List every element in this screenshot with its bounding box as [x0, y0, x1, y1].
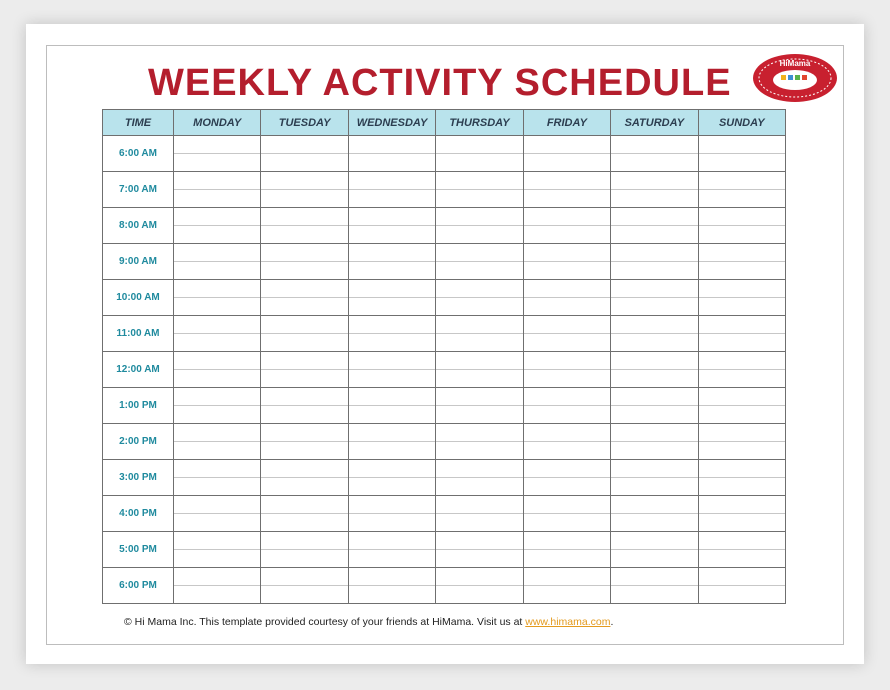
slot-friday[interactable]	[523, 514, 610, 532]
slot-monday[interactable]	[174, 586, 261, 604]
slot-friday[interactable]	[523, 262, 610, 280]
slot-tuesday[interactable]	[261, 226, 348, 244]
slot-friday[interactable]	[523, 406, 610, 424]
schedule-row	[103, 244, 786, 262]
slot-tuesday[interactable]	[261, 298, 348, 316]
column-header-tuesday: TUESDAY	[261, 110, 348, 136]
slot-sunday[interactable]	[698, 424, 785, 442]
slot-saturday[interactable]	[611, 208, 698, 226]
time-label: 6:00 PM	[103, 568, 174, 604]
time-label: 5:00 PM	[103, 532, 174, 568]
slot-saturday[interactable]	[611, 262, 698, 280]
slot-wednesday[interactable]	[348, 208, 435, 226]
time-label: 10:00 AM	[103, 280, 174, 316]
slot-sunday[interactable]	[698, 568, 785, 586]
slot-friday[interactable]	[523, 352, 610, 370]
schedule-row	[103, 424, 786, 442]
slot-sunday[interactable]	[698, 280, 785, 298]
slot-saturday[interactable]	[611, 298, 698, 316]
schedule-row	[103, 586, 786, 604]
slot-monday[interactable]	[174, 190, 261, 208]
slot-tuesday[interactable]	[261, 532, 348, 550]
slot-saturday[interactable]	[611, 172, 698, 190]
schedule-row	[103, 208, 786, 226]
schedule-row	[103, 262, 786, 280]
slot-sunday[interactable]	[698, 514, 785, 532]
slot-wednesday[interactable]	[348, 262, 435, 280]
slot-tuesday[interactable]	[261, 388, 348, 406]
slot-thursday[interactable]	[436, 172, 523, 190]
slot-friday[interactable]	[523, 424, 610, 442]
slot-thursday[interactable]	[436, 244, 523, 262]
schedule-row	[103, 298, 786, 316]
slot-saturday[interactable]	[611, 190, 698, 208]
slot-wednesday[interactable]	[348, 334, 435, 352]
slot-friday[interactable]	[523, 280, 610, 298]
slot-sunday[interactable]	[698, 532, 785, 550]
column-header-friday: FRIDAY	[523, 110, 610, 136]
slot-thursday[interactable]	[436, 424, 523, 442]
column-header-time: TIME	[103, 110, 174, 136]
slot-sunday[interactable]	[698, 208, 785, 226]
slot-monday[interactable]	[174, 532, 261, 550]
slot-monday[interactable]	[174, 550, 261, 568]
slot-sunday[interactable]	[698, 154, 785, 172]
slot-thursday[interactable]	[436, 262, 523, 280]
slot-wednesday[interactable]	[348, 532, 435, 550]
slot-friday[interactable]	[523, 316, 610, 334]
time-label: 6:00 AM	[103, 136, 174, 172]
slot-tuesday[interactable]	[261, 280, 348, 298]
schedule-row	[103, 154, 786, 172]
slot-sunday[interactable]	[698, 226, 785, 244]
slot-thursday[interactable]	[436, 352, 523, 370]
column-header-saturday: SATURDAY	[611, 110, 698, 136]
slot-sunday[interactable]	[698, 298, 785, 316]
slot-friday[interactable]	[523, 586, 610, 604]
slot-friday[interactable]	[523, 550, 610, 568]
slot-saturday[interactable]	[611, 496, 698, 514]
schedule-row	[103, 388, 786, 406]
slot-saturday[interactable]	[611, 550, 698, 568]
time-label: 1:00 PM	[103, 388, 174, 424]
slot-saturday[interactable]	[611, 388, 698, 406]
slot-wednesday[interactable]	[348, 406, 435, 424]
slot-saturday[interactable]	[611, 532, 698, 550]
slot-thursday[interactable]	[436, 316, 523, 334]
slot-friday[interactable]	[523, 226, 610, 244]
slot-sunday[interactable]	[698, 550, 785, 568]
slot-monday[interactable]	[174, 514, 261, 532]
slot-wednesday[interactable]	[348, 370, 435, 388]
slot-friday[interactable]	[523, 154, 610, 172]
slot-saturday[interactable]	[611, 226, 698, 244]
slot-wednesday[interactable]	[348, 514, 435, 532]
slot-tuesday[interactable]	[261, 208, 348, 226]
schedule-row	[103, 190, 786, 208]
slot-tuesday[interactable]	[261, 568, 348, 586]
slot-sunday[interactable]	[698, 244, 785, 262]
slot-tuesday[interactable]	[261, 370, 348, 388]
schedule-row	[103, 478, 786, 496]
slot-tuesday[interactable]	[261, 406, 348, 424]
slot-sunday[interactable]	[698, 388, 785, 406]
slot-tuesday[interactable]	[261, 460, 348, 478]
slot-thursday[interactable]	[436, 568, 523, 586]
slot-friday[interactable]	[523, 478, 610, 496]
slot-thursday[interactable]	[436, 478, 523, 496]
slot-wednesday[interactable]	[348, 586, 435, 604]
slot-thursday[interactable]	[436, 532, 523, 550]
slot-sunday[interactable]	[698, 586, 785, 604]
slot-saturday[interactable]	[611, 568, 698, 586]
slot-tuesday[interactable]	[261, 190, 348, 208]
slot-monday[interactable]	[174, 334, 261, 352]
slot-tuesday[interactable]	[261, 586, 348, 604]
slot-thursday[interactable]	[436, 442, 523, 460]
slot-wednesday[interactable]	[348, 244, 435, 262]
slot-friday[interactable]	[523, 442, 610, 460]
slot-sunday[interactable]	[698, 406, 785, 424]
slot-monday[interactable]	[174, 262, 261, 280]
slot-monday[interactable]	[174, 136, 261, 154]
slot-thursday[interactable]	[436, 586, 523, 604]
slot-monday[interactable]	[174, 406, 261, 424]
header-row	[103, 110, 786, 136]
slot-friday[interactable]	[523, 388, 610, 406]
schedule-row	[103, 496, 786, 514]
schedule-row	[103, 568, 786, 586]
slot-friday[interactable]	[523, 334, 610, 352]
slot-thursday[interactable]	[436, 298, 523, 316]
time-label: 9:00 AM	[103, 244, 174, 280]
slot-wednesday[interactable]	[348, 154, 435, 172]
slot-monday[interactable]	[174, 568, 261, 586]
footer-text: © Hi Mama Inc. This template provided courtesy of your friends at HiMama. Visit us at	[124, 616, 526, 628]
footer-note	[124, 616, 613, 628]
slot-thursday[interactable]	[436, 136, 523, 154]
slot-sunday[interactable]	[698, 496, 785, 514]
slot-thursday[interactable]	[436, 388, 523, 406]
slot-thursday[interactable]	[436, 226, 523, 244]
slot-friday[interactable]	[523, 190, 610, 208]
slot-saturday[interactable]	[611, 406, 698, 424]
slot-thursday[interactable]	[436, 208, 523, 226]
slot-sunday[interactable]	[698, 460, 785, 478]
column-header-thursday: THURSDAY	[436, 110, 523, 136]
slot-wednesday[interactable]	[348, 388, 435, 406]
slot-friday[interactable]	[523, 496, 610, 514]
slot-saturday[interactable]	[611, 154, 698, 172]
slot-wednesday[interactable]	[348, 424, 435, 442]
slot-saturday[interactable]	[611, 442, 698, 460]
schedule-row	[103, 532, 786, 550]
slot-tuesday[interactable]	[261, 496, 348, 514]
slot-wednesday[interactable]	[348, 316, 435, 334]
slot-friday[interactable]	[523, 208, 610, 226]
slot-thursday[interactable]	[436, 460, 523, 478]
schedule-row	[103, 460, 786, 478]
slot-saturday[interactable]	[611, 244, 698, 262]
slot-friday[interactable]	[523, 244, 610, 262]
slot-thursday[interactable]	[436, 154, 523, 172]
slot-thursday[interactable]	[436, 370, 523, 388]
schedule-row	[103, 406, 786, 424]
slot-wednesday[interactable]	[348, 136, 435, 154]
slot-tuesday[interactable]	[261, 550, 348, 568]
slot-friday[interactable]	[523, 136, 610, 154]
slot-tuesday[interactable]	[261, 172, 348, 190]
time-label: 4:00 PM	[103, 496, 174, 532]
slot-wednesday[interactable]	[348, 298, 435, 316]
slot-sunday[interactable]	[698, 370, 785, 388]
slot-thursday[interactable]	[436, 406, 523, 424]
slot-thursday[interactable]	[436, 514, 523, 532]
slot-thursday[interactable]	[436, 190, 523, 208]
slot-tuesday[interactable]	[261, 514, 348, 532]
slot-wednesday[interactable]	[348, 226, 435, 244]
slot-wednesday[interactable]	[348, 172, 435, 190]
slot-friday[interactable]	[523, 532, 610, 550]
slot-monday[interactable]	[174, 298, 261, 316]
slot-sunday[interactable]	[698, 172, 785, 190]
schedule-row	[103, 514, 786, 532]
svg-text:HiMama: HiMama	[779, 59, 811, 68]
time-label: 3:00 PM	[103, 460, 174, 496]
slot-tuesday[interactable]	[261, 316, 348, 334]
slot-monday[interactable]	[174, 478, 261, 496]
slot-friday[interactable]	[523, 370, 610, 388]
column-header-sunday: SUNDAY	[698, 110, 785, 136]
schedule-row	[103, 136, 786, 154]
slot-wednesday[interactable]	[348, 568, 435, 586]
schedule-row	[103, 352, 786, 370]
slot-sunday[interactable]	[698, 262, 785, 280]
slot-tuesday[interactable]	[261, 352, 348, 370]
slot-friday[interactable]	[523, 460, 610, 478]
slot-saturday[interactable]	[611, 352, 698, 370]
slot-tuesday[interactable]	[261, 136, 348, 154]
time-label: 2:00 PM	[103, 424, 174, 460]
slot-monday[interactable]	[174, 172, 261, 190]
slot-thursday[interactable]	[436, 550, 523, 568]
schedule-row	[103, 550, 786, 568]
himama-logo	[752, 53, 838, 103]
slot-wednesday[interactable]	[348, 460, 435, 478]
slot-friday[interactable]	[523, 568, 610, 586]
slot-sunday[interactable]	[698, 136, 785, 154]
page-title: WEEKLY ACTIVITY SCHEDULE	[148, 62, 732, 104]
schedule-row	[103, 370, 786, 388]
slot-wednesday[interactable]	[348, 280, 435, 298]
slot-sunday[interactable]	[698, 352, 785, 370]
slot-monday[interactable]	[174, 208, 261, 226]
slot-sunday[interactable]	[698, 442, 785, 460]
slot-monday[interactable]	[174, 442, 261, 460]
slot-monday[interactable]	[174, 280, 261, 298]
slot-monday[interactable]	[174, 226, 261, 244]
footer-suffix: .	[610, 616, 614, 628]
slot-saturday[interactable]	[611, 334, 698, 352]
slot-monday[interactable]	[174, 352, 261, 370]
slot-saturday[interactable]	[611, 424, 698, 442]
slot-tuesday[interactable]	[261, 334, 348, 352]
slot-thursday[interactable]	[436, 334, 523, 352]
slot-monday[interactable]	[174, 316, 261, 334]
slot-saturday[interactable]	[611, 460, 698, 478]
slot-tuesday[interactable]	[261, 478, 348, 496]
slot-saturday[interactable]	[611, 478, 698, 496]
slot-friday[interactable]	[523, 298, 610, 316]
slot-friday[interactable]	[523, 172, 610, 190]
schedule-body	[103, 136, 786, 604]
slot-monday[interactable]	[174, 244, 261, 262]
slot-wednesday[interactable]	[348, 496, 435, 514]
slot-tuesday[interactable]	[261, 424, 348, 442]
schedule-table	[102, 109, 786, 604]
slot-monday[interactable]	[174, 424, 261, 442]
time-label: 11:00 AM	[103, 316, 174, 352]
schedule-row	[103, 172, 786, 190]
time-label: 8:00 AM	[103, 208, 174, 244]
time-label: 7:00 AM	[103, 172, 174, 208]
slot-saturday[interactable]	[611, 136, 698, 154]
slot-wednesday[interactable]	[348, 442, 435, 460]
slot-sunday[interactable]	[698, 334, 785, 352]
slot-wednesday[interactable]	[348, 478, 435, 496]
slot-saturday[interactable]	[611, 370, 698, 388]
column-header-monday: MONDAY	[174, 110, 261, 136]
slot-wednesday[interactable]	[348, 190, 435, 208]
slot-sunday[interactable]	[698, 316, 785, 334]
slot-saturday[interactable]	[611, 514, 698, 532]
column-header-wednesday: WEDNESDAY	[348, 110, 435, 136]
slot-thursday[interactable]	[436, 496, 523, 514]
slot-saturday[interactable]	[611, 586, 698, 604]
slot-saturday[interactable]	[611, 316, 698, 334]
slot-sunday[interactable]	[698, 478, 785, 496]
schedule-row	[103, 316, 786, 334]
schedule-row	[103, 280, 786, 298]
slot-monday[interactable]	[174, 460, 261, 478]
slot-sunday[interactable]	[698, 190, 785, 208]
schedule-row	[103, 334, 786, 352]
slot-saturday[interactable]	[611, 280, 698, 298]
slot-monday[interactable]	[174, 154, 261, 172]
schedule-row	[103, 442, 786, 460]
slot-tuesday[interactable]	[261, 442, 348, 460]
slot-thursday[interactable]	[436, 280, 523, 298]
time-label: 12:00 AM	[103, 352, 174, 388]
slot-wednesday[interactable]	[348, 352, 435, 370]
slot-tuesday[interactable]	[261, 262, 348, 280]
slot-monday[interactable]	[174, 370, 261, 388]
slot-tuesday[interactable]	[261, 154, 348, 172]
himama-link[interactable]: www.himama.com	[525, 616, 611, 628]
slot-monday[interactable]	[174, 388, 261, 406]
schedule-row	[103, 226, 786, 244]
slot-tuesday[interactable]	[261, 244, 348, 262]
slot-monday[interactable]	[174, 496, 261, 514]
slot-wednesday[interactable]	[348, 550, 435, 568]
